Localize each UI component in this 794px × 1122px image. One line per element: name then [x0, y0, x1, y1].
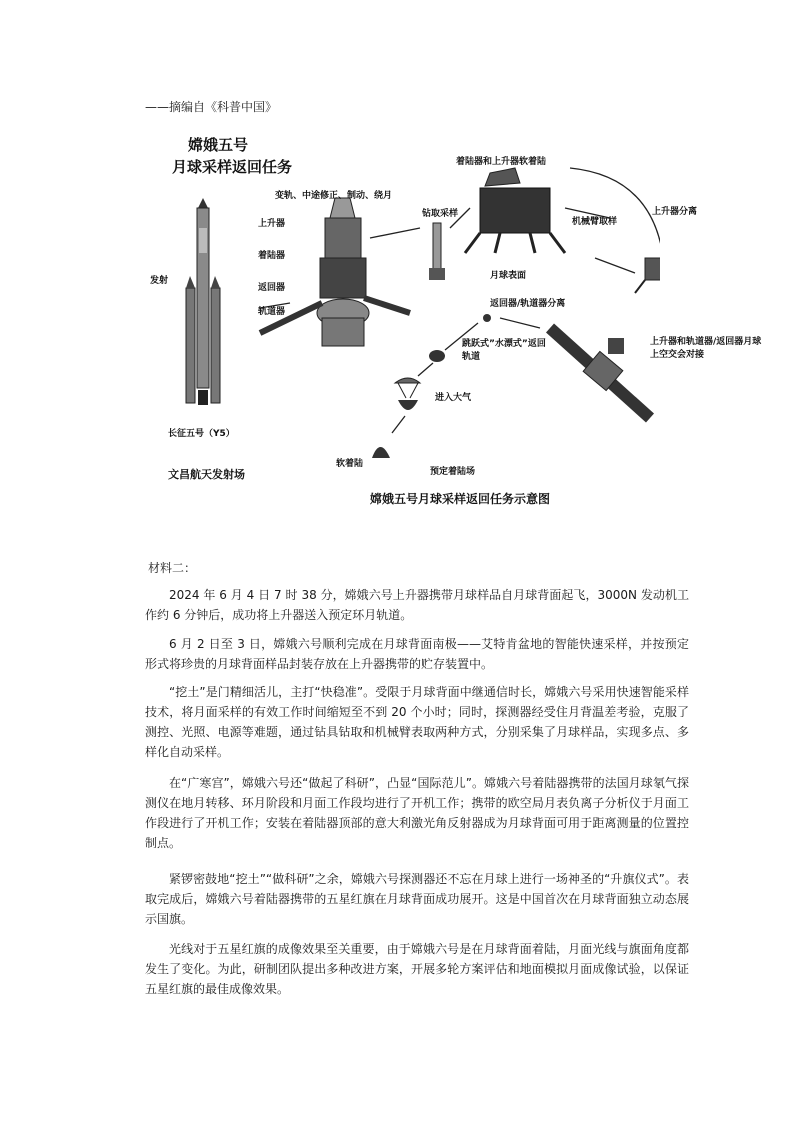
- mission-diagram-art: [140, 128, 660, 518]
- launch-site-label: 文昌航天发射场: [168, 468, 245, 481]
- reentry-label: 进入大气: [435, 393, 472, 403]
- part-lander-label: 着陆器: [258, 251, 286, 261]
- launch-label: 发射: [150, 276, 169, 286]
- section-heading: 材料二：: [148, 561, 197, 575]
- paragraph-3: “挖土”是门精细活儿，主打“快稳准”。受限于月球背面中继通信时长，嫦娥六号采用快速智能采样技术，将月面采样的有效工作时间缩短至不到 20 个小时；同时，探测器经受住月背温差考验，克服了测控、光照、电源等难题，通过钻具钻取和机械臂表取两种方式，分别采集了月球样品，实现多点、多样化自动采样。: [145, 685, 689, 759]
- part-orbiter-label: 轨道器: [258, 307, 286, 317]
- orbiter-docking-illustration: [550, 328, 650, 418]
- lander-illustration: [465, 168, 565, 253]
- paragraph-6: 光线对于五星红旗的成像效果至关重要，由于嫦娥六号是在月球背面着陆，月面光线与旗面角度都发生了变化。为此，研制团队提出多种改进方案，开展多轮方案评估和地面模拟月面成像试验，以保证五星红旗的最佳成像效果。: [145, 942, 689, 996]
- diagram-title-line2: 月球采样返回任务: [172, 158, 293, 176]
- rendezvous-label: 上升器和轨道器/返回器月球上空交会对接: [650, 337, 762, 360]
- rocket-illustration: [186, 198, 220, 405]
- sampling-label: 钻取采样: [422, 209, 459, 219]
- rocket-label: 长征五号（Y5）: [168, 429, 235, 439]
- source-line: ——摘编自《科普中国》: [145, 100, 278, 114]
- drill-sample-illustration: [429, 223, 445, 280]
- paragraph-5: 紧锣密鼓地“挖土”“做科研”之余，嫦娥六号探测器还不忘在月球上进行一场神圣的“升旗仪式”。表取完成后，嫦娥六号着陆器携带的五星红旗在月球背面成功展开。这是中国首次在月球背面独立动态展示国旗。: [145, 872, 689, 926]
- surface-label: 月球表面: [490, 271, 527, 281]
- diagram-title-line1: 嫦娥五号: [188, 136, 249, 154]
- paragraph-4: 在“广寒宫”，嫦娥六号还“做起了科研”，凸显“国际范儿”。嫦娥六号着陆器携带的法国月球氡气探测仪在地月转移、环月阶段和月面工作段均进行了开机工作；携带的欧空局月表负离子分析仪于月面工作段进行了开机工作；安装在着陆器顶部的意大利激光角反射器成为月球背面可用于距离测量的位置控制点。: [145, 776, 689, 850]
- arm-label: 机械臂取样: [572, 217, 618, 227]
- ascender-separation-label: 上升器分离: [652, 207, 698, 217]
- return-separation-label: 返回器/轨道器分离: [490, 299, 566, 309]
- part-returner-label: 返回器: [258, 283, 286, 293]
- skip-reentry-label: 跳跃式”水漂式”返回轨道: [462, 339, 546, 362]
- landing-site-label: 预定着陆场: [430, 467, 476, 477]
- diagram-caption: 嫦娥五号月球采样返回任务示意图: [370, 492, 551, 506]
- landing-label: 着陆器和上升器软着陆: [456, 157, 547, 167]
- soft-landing-label: 软着陆: [336, 459, 364, 469]
- mission-diagram: [140, 128, 762, 518]
- transfer-label: 变轨、中途修正、制动、绕月: [275, 191, 393, 201]
- part-ascender-label: 上升器: [258, 219, 286, 229]
- paragraph-2: 6 月 2 日至 3 日，嫦娥六号顺利完成在月球背面南极——艾特肯盆地的智能快速采样，并按预定形式将珍贵的月球背面样品封装存放在上升器携带的贮存装置中。: [145, 637, 689, 671]
- paragraph-1: 2024 年 6 月 4 日 7 时 38 分，嫦娥六号上升器携带月球样品自月球背面起飞，3000N 发动机工作约 6 分钟后，成功将上升器送入预定环月轨道。: [145, 588, 689, 622]
